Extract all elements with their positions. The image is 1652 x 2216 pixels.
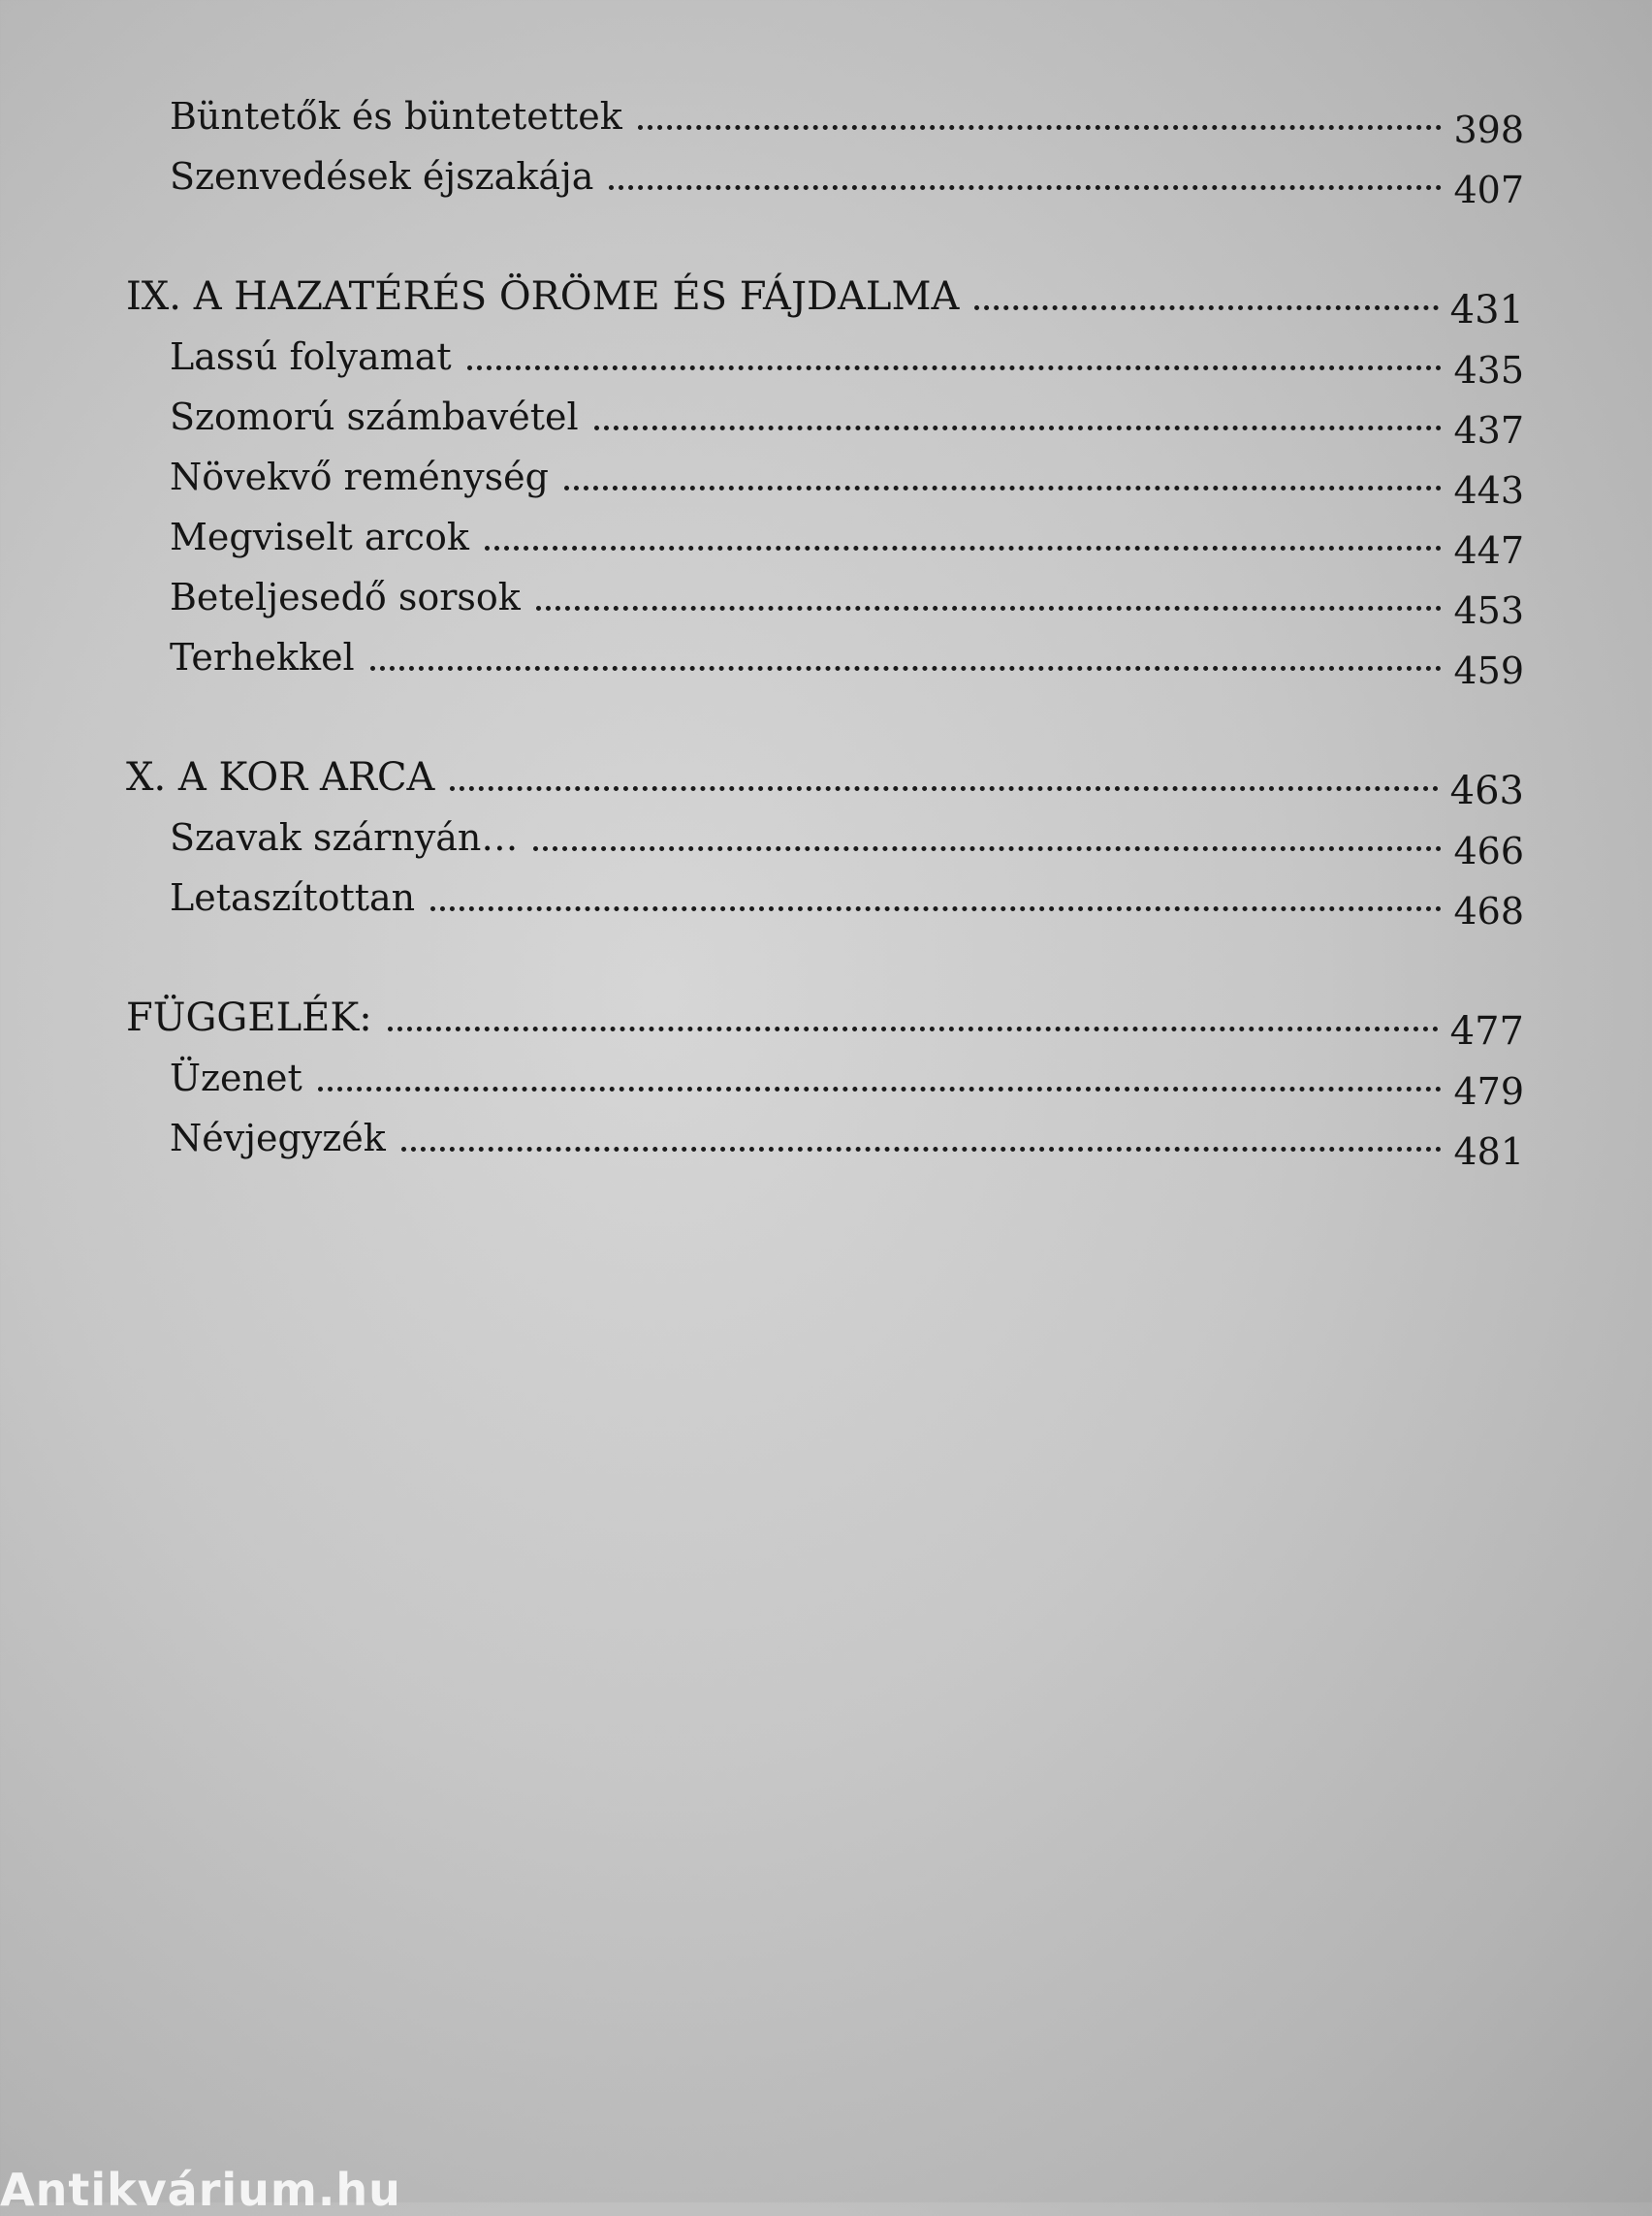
toc-page-number: 443 xyxy=(1453,469,1524,513)
toc-entry-title: Beteljesedő sorsok xyxy=(170,576,521,619)
toc-section-entry xyxy=(126,859,1524,934)
toc-chapter-entry xyxy=(126,258,1524,332)
toc-page-number: 453 xyxy=(1453,589,1524,633)
dot-leader xyxy=(450,786,1438,791)
toc-page-number: 466 xyxy=(1453,830,1524,873)
toc-entry-title: Szavak szárnyán… xyxy=(170,816,519,860)
dot-leader xyxy=(485,546,1443,551)
toc-section-entry xyxy=(126,438,1524,513)
toc-section-entry xyxy=(126,138,1524,212)
toc-entry-title: Növekvő reménység xyxy=(170,456,549,499)
dot-leader xyxy=(318,1087,1443,1092)
toc-entry-title: Terhekkel xyxy=(170,636,355,680)
dot-leader xyxy=(974,305,1438,310)
toc-page-number: 481 xyxy=(1453,1130,1524,1174)
toc-section-entry xyxy=(126,318,1524,393)
toc-section-entry xyxy=(126,78,1524,152)
toc-page-number: 477 xyxy=(1449,1009,1524,1054)
dot-leader xyxy=(536,606,1443,611)
toc-page-number: 447 xyxy=(1453,529,1524,573)
toc-entry-title: X. A KOR ARCA xyxy=(126,755,435,800)
table-of-contents xyxy=(126,78,1524,1174)
dot-leader xyxy=(370,666,1443,671)
toc-section-entry xyxy=(126,1099,1524,1174)
toc-page-number: 431 xyxy=(1449,288,1524,332)
toc-page-number: 459 xyxy=(1453,649,1524,693)
toc-chapter-entry xyxy=(126,979,1524,1054)
toc-section-entry xyxy=(126,618,1524,693)
dot-leader xyxy=(533,846,1442,851)
dot-leader xyxy=(467,365,1443,370)
toc-page-number: 468 xyxy=(1453,890,1524,934)
toc-section-entry xyxy=(126,558,1524,633)
dot-leader xyxy=(388,1027,1439,1031)
toc-section-entry xyxy=(126,799,1524,873)
dot-leader xyxy=(638,125,1443,130)
toc-entry-title: Névjegyzék xyxy=(170,1117,386,1160)
toc-chapter-entry xyxy=(126,739,1524,813)
toc-page-number: 479 xyxy=(1453,1070,1524,1114)
toc-entry-title: Üzenet xyxy=(170,1057,302,1100)
toc-page-number: 398 xyxy=(1453,109,1524,152)
dot-leader xyxy=(609,185,1442,190)
toc-entry-title: Büntetők és büntetettek xyxy=(170,95,622,139)
dot-leader xyxy=(401,1147,1443,1152)
dot-leader xyxy=(594,426,1443,430)
toc-page-number: 407 xyxy=(1453,169,1524,212)
toc-section-entry xyxy=(126,1039,1524,1114)
toc-page-number: 435 xyxy=(1453,349,1524,393)
toc-entry-title: Lassú folyamat xyxy=(170,335,452,379)
toc-page-number: 437 xyxy=(1453,409,1524,453)
watermark-logo: Antikvárium.hu xyxy=(0,2164,401,2216)
toc-entry-title: Letaszítottan xyxy=(170,876,416,920)
toc-entry-title: IX. A HAZATÉRÉS ÖRÖME ÉS FÁJDALMA xyxy=(126,274,960,319)
toc-entry-title: Szenvedések éjszakája xyxy=(170,155,594,199)
toc-section-entry xyxy=(126,498,1524,573)
toc-entry-title: Megviselt arcok xyxy=(170,516,469,559)
dot-leader xyxy=(430,906,1442,911)
dot-leader xyxy=(564,486,1443,491)
toc-page-number: 463 xyxy=(1449,769,1524,813)
toc-entry-title: FÜGGELÉK: xyxy=(126,996,372,1040)
toc-entry-title: Szomorú számbavétel xyxy=(170,396,579,439)
toc-section-entry xyxy=(126,378,1524,453)
